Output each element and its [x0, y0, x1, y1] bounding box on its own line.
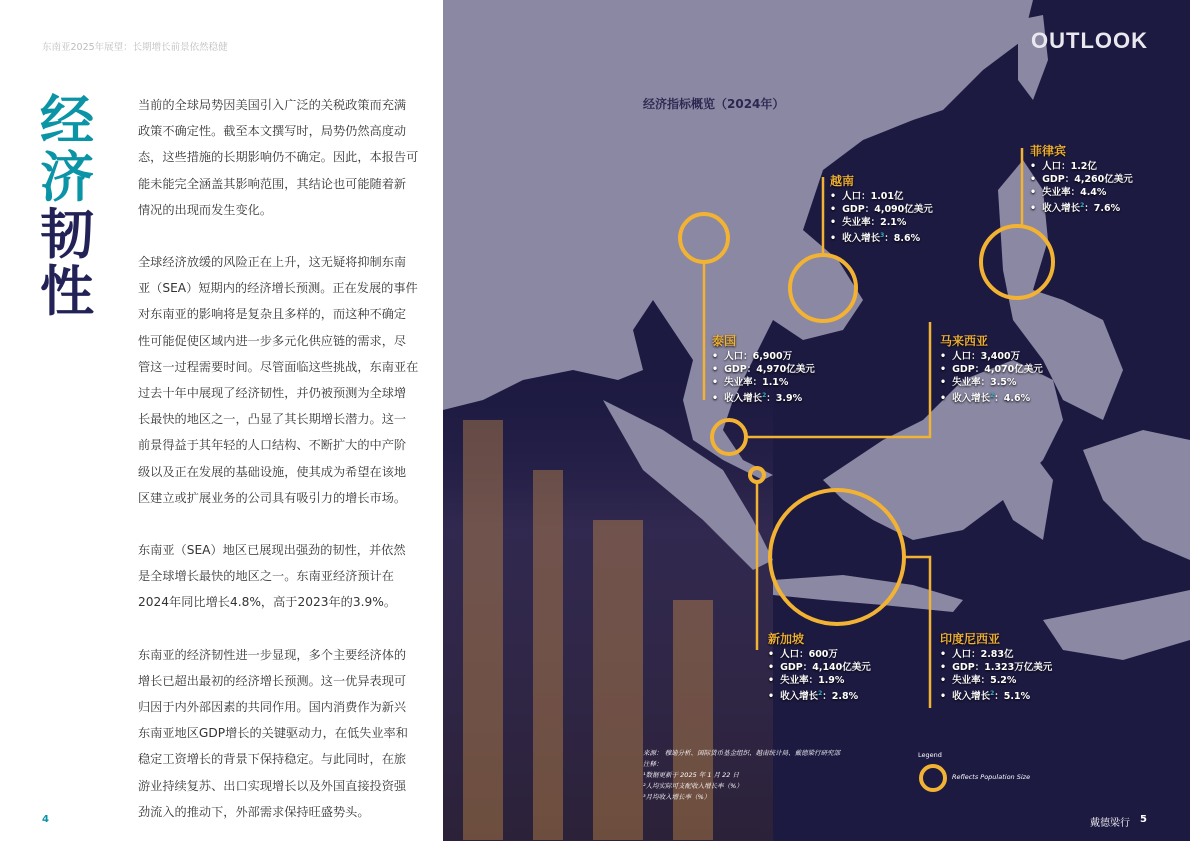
paragraph-line: 区建立或扩展业务的公司具有吸引力的增长市场。 — [138, 490, 407, 505]
country-name: 新加坡 — [768, 632, 805, 646]
stat-income-growth — [1030, 199, 1133, 215]
title-char: 经 — [40, 89, 94, 152]
footnote-mark: 2 — [990, 690, 995, 697]
paragraph-line: 亚（SEA）短期内的经济增长预测。正在发展的事件 — [138, 281, 418, 296]
country-stats-card — [1030, 145, 1133, 215]
value: ：8.6% — [884, 233, 921, 245]
note-line: 来源： 穆迪分析、国际货币基金组织、越南统计局、戴德梁行研究部 — [643, 749, 841, 757]
country-stats-card — [940, 633, 1052, 703]
paragraph-line: 东南亚（SEA）地区已展现出强劲的韧性，并依然 — [138, 543, 406, 558]
label: 收入增长 — [952, 691, 991, 703]
stat-gdp: • GDP：1.323万亿美元 — [940, 661, 1052, 674]
value: ：7.6% — [1084, 203, 1121, 215]
country-name: 菲律宾 — [1030, 144, 1067, 158]
stat-gdp: • GDP：4,090亿美元 — [830, 203, 933, 216]
country-stats-card — [712, 335, 815, 405]
stat-unemployment: • 失业率：1.1% — [712, 376, 815, 389]
stat-unemployment: • 失业率：2.1% — [830, 216, 933, 229]
value: ：2.8% — [822, 691, 859, 703]
title-char: 韧 — [40, 203, 94, 266]
paragraph-line: 稳定工资增长的背景下保持稳定。与此同时，在旅 — [138, 752, 407, 767]
stat-income-growth — [940, 687, 1052, 703]
note-line: ³月均收入增长率（%） — [643, 793, 711, 801]
paragraph-line: 性可能促使区域内进一步多元化供应链的需求，尽 — [138, 333, 407, 348]
circle-indonesia — [770, 490, 904, 624]
stat-population: • 人口：1.01亿 — [830, 190, 933, 203]
stat-unemployment: • 失业率：3.5% — [940, 376, 1043, 389]
section-title — [40, 89, 100, 323]
page-number: 4 — [42, 814, 49, 825]
paragraph-line: 政策不确定性。截至本文撰写时，局势仍然高度动 — [138, 124, 407, 139]
paragraph-line: 全球经济放缓的风险正在上升，这无疑将抑制东南 — [138, 255, 407, 270]
paragraph-line: 归因于内外部因素的共同作用。国内消费作为新兴 — [138, 700, 407, 715]
value: ：5.1% — [994, 691, 1031, 703]
label: 收入增长 — [1042, 203, 1081, 215]
stat-unemployment: • 失业率：1.9% — [768, 674, 871, 687]
country-stats-card — [768, 633, 871, 703]
title-char: 济 — [40, 146, 94, 209]
footnote-mark: 2 — [762, 392, 767, 399]
paragraph-line: 长最快的地区之一，凸显了其长期增长潜力。这一 — [138, 412, 407, 427]
paragraph-line: 是全球增长最快的地区之一。东南亚经济预计在 — [138, 569, 394, 584]
paragraph — [138, 92, 419, 223]
label: 收入增长 — [952, 393, 991, 405]
stat-population: • 人口：3,400万 — [940, 350, 1043, 363]
country-name: 越南 — [830, 174, 855, 188]
stat-population: • 人口：1.2亿 — [1030, 160, 1133, 173]
running-header: 东南亚2025年展望：长期增长前景依然稳健 — [42, 42, 228, 53]
left-page — [0, 0, 443, 841]
paragraph-line: 情况的出现而发生变化。 — [138, 202, 273, 217]
paragraph — [138, 642, 413, 825]
stat-income-growth — [768, 687, 871, 703]
stat-population: • 人口：2.83亿 — [940, 648, 1052, 661]
label: 收入增长 — [780, 691, 819, 703]
footnote-mark: 2 — [1080, 202, 1085, 209]
paragraph-line: 游业持续复苏、出口实现增长以及外国直接投资强 — [138, 778, 407, 793]
outlook-logo: OUTLOOK — [1031, 28, 1148, 53]
stat-population: • 人口：6,900万 — [712, 350, 815, 363]
footnote-mark: 2 — [818, 690, 823, 697]
paragraph-line: 增长已超出最初的经济增长预测。这一优异表现可 — [138, 673, 407, 688]
stat-income-growth — [712, 389, 815, 405]
note-line: 注释： — [643, 760, 663, 768]
footnote-mark: 2 — [990, 392, 995, 399]
legend-label: Legend — [918, 751, 942, 759]
paragraph-line: 劲流入的推动下，外部需求保持旺盛势头。 — [138, 804, 370, 819]
label: 收入增长 — [842, 233, 881, 245]
body-text — [138, 92, 419, 851]
stat-gdp: • GDP：4,260亿美元 — [1030, 173, 1133, 186]
paragraph-line: 当前的全球局势因美国引入广泛的关税政策而充满 — [138, 98, 407, 112]
paragraph-line: 态，这些措施的长期影响仍不确定。因此，本报告可 — [138, 150, 419, 165]
footer-brand: 戴德梁行 — [1090, 818, 1130, 829]
country-stats-card — [830, 175, 933, 245]
paragraph-line: 2024年同比增长4.8%，高于2023年的3.9%。 — [138, 595, 397, 610]
paragraph-line: 东南亚的经济韧性进一步显现，多个主要经济体的 — [138, 647, 407, 662]
stat-population: • 人口：600万 — [768, 648, 871, 661]
stat-unemployment: • 失业率：4.4% — [1030, 186, 1133, 199]
paragraph-line: 过去十年中展现了经济韧性，并仍被预测为全球增 — [138, 386, 407, 401]
stat-income-growth — [830, 229, 933, 245]
paragraph-line: 对东南亚的影响将是复杂且多样的，而这种不确定 — [138, 307, 407, 322]
stat-gdp: • GDP：4,070亿美元 — [940, 363, 1043, 376]
note-line: ¹数据更新于 2025 年 1 月 22 日 — [643, 771, 739, 779]
note-line: ²人均实际可支配收入增长率（%） — [643, 782, 743, 790]
stat-income-growth — [940, 389, 1043, 405]
paragraph-line: 级以及正在发展的基础设施，使其成为希望在该地 — [138, 464, 407, 479]
country-stats-card — [940, 335, 1043, 405]
page-number: 5 — [1140, 814, 1147, 825]
footnote-mark: 3 — [880, 232, 885, 239]
label: 收入增长 — [724, 393, 763, 405]
legend-circle-icon — [919, 764, 947, 792]
stat-unemployment: • 失业率：5.2% — [940, 674, 1052, 687]
source-notes — [643, 748, 840, 803]
paragraph-line: 东南亚地区GDP增长的关键驱动力，在低失业率和 — [138, 726, 408, 741]
paragraph-line: 管这一过程需要时间。尽管面临这些挑战，东南亚在 — [138, 359, 419, 374]
map-title: 经济指标概览（2024年） — [643, 97, 785, 111]
legend-text: Reflects Population Size — [952, 773, 1031, 781]
country-name: 印度尼西亚 — [940, 632, 1001, 646]
paragraph-line: 能未能完全涵盖其影响范围，其结论也可能随着新 — [138, 176, 407, 191]
country-name: 泰国 — [712, 334, 737, 348]
stat-gdp: • GDP：4,970亿美元 — [712, 363, 815, 376]
paragraph — [138, 249, 419, 511]
value: ：4.6% — [994, 393, 1031, 405]
value: ：3.9% — [766, 393, 803, 405]
sea-map — [443, 0, 1190, 841]
paragraph — [138, 537, 413, 616]
title-char: 性 — [40, 260, 94, 323]
stat-gdp: • GDP：4,140亿美元 — [768, 661, 871, 674]
map-page — [443, 0, 1190, 841]
paragraph-line: 前景得益于其年轻的人口结构、不断扩大的中产阶 — [138, 438, 407, 453]
country-name: 马来西亚 — [940, 334, 989, 348]
